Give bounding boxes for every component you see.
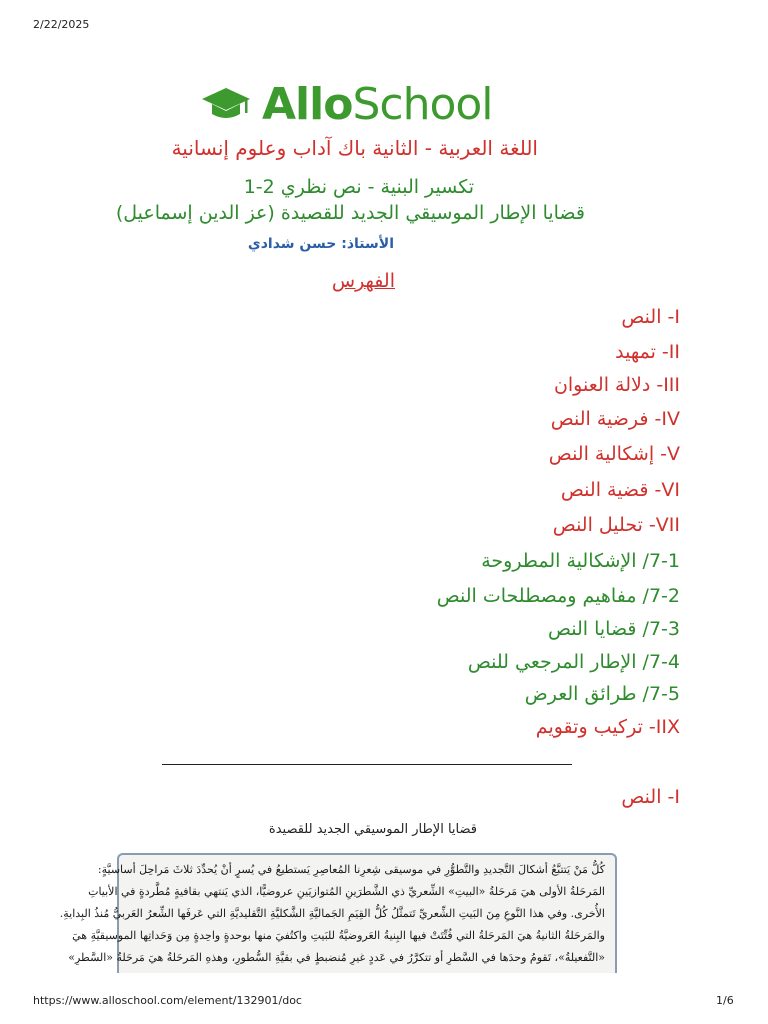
subject-heading: اللغة العربية - الثانية باك آداب وعلوم إنسانية bbox=[171, 136, 538, 160]
section-title: I- النص bbox=[621, 786, 680, 808]
scan-text-line: كُلُّ مَنْ يَتتبَّعُ أشكالَ التَّجديدِ والتَّطوُّرِ في موسيقى شِعرِنا المُعاصِرِ يَستطيعُ في يُسرٍ أنْ يُحدِّدَ ثلاثَ مَراحِلَ أساسيَّةٍ: bbox=[97, 863, 605, 876]
section-divider bbox=[162, 764, 572, 765]
toc-item[interactable]: II- تمهيد bbox=[615, 341, 680, 363]
toc-subitem[interactable]: 7-2/ مفاهيم ومصطلحات النص bbox=[436, 585, 680, 607]
toc-subitem[interactable]: 7-4/ الإطار المرجعي للنص bbox=[467, 651, 680, 673]
scanned-text-image bbox=[59, 853, 617, 973]
scan-text-line: «التَّفعيلةُ»، تَقومُ وحدَها في السَّطرِ أو تتكرَّرُ في عَددٍ غيرِ مُنضبطٍ في بقيَّةِ السُّطورِ، وهذهِ المَرحَلةُ هيَ مَرحَلةُ «السَّطرِ» bbox=[68, 951, 605, 964]
scan-text-line: الأُخرى. وفي هذا النَّوعِ مِنَ البَيتِ الشِّعريِّ تَتمثَّلُ كُلُّ القِيَمِ الجَماليَّةِ الشَّكليَّةِ التَّقليديَّةِ التي عَرفَها الشِّعرُ العَربيُّ مُنذُ البِدايةِ. bbox=[59, 907, 605, 920]
teacher-name: الأستاذ: حسن شدادي bbox=[247, 236, 394, 252]
footer-url[interactable]: https://www.alloschool.com/element/132901/doc bbox=[33, 994, 302, 1007]
graduation-cap-icon bbox=[200, 84, 252, 124]
toc-item[interactable]: IIX- تركيب وتقويم bbox=[535, 716, 680, 738]
text-caption: قضايا الإطار الموسيقي الجديد للقصيدة bbox=[268, 822, 477, 837]
toc-item[interactable]: VII- تحليل النص bbox=[552, 514, 680, 536]
toc-item[interactable]: V- إشكالية النص bbox=[548, 443, 680, 465]
toc-subitem[interactable]: 7-3/ قضايا النص bbox=[547, 618, 680, 640]
logo-wordmark: AlloSchool bbox=[262, 78, 493, 130]
toc-subitem[interactable]: 7-5/ طرائق العرض bbox=[524, 683, 680, 705]
toc-subitem[interactable]: 7-1/ الإشكالية المطروحة bbox=[481, 550, 680, 572]
page-number: 1/6 bbox=[716, 994, 734, 1007]
lesson-title-line1: تكسير البنية - نص نظري 2-1 bbox=[243, 176, 474, 198]
lesson-title-line2: قضايا الإطار الموسيقي الجديد للقصيدة (عز الدين إسماعيل) bbox=[115, 202, 585, 224]
alloschool-logo[interactable] bbox=[200, 78, 520, 130]
toc-item[interactable]: VI- قضية النص bbox=[560, 479, 680, 501]
scan-text-line: والمَرحَلةُ الثانيةُ هيَ المَرحَلةُ التي فُتِّتَتْ فيها البِنيةُ العَروضيَّةُ للبَيتِ واكتُفيَ منها بوحدةٍ واحِدةٍ مِن وَحَداتِها الموسيقيَّةِ هيَ bbox=[72, 929, 605, 942]
print-date: 2/22/2025 bbox=[33, 18, 90, 31]
toc-item[interactable]: IV- فرضية النص bbox=[550, 408, 680, 430]
toc-item[interactable]: III- دلالة العنوان bbox=[553, 374, 680, 396]
scan-text-line: المَرحَلةُ الأولى هيَ مَرحَلةُ «البيتِ» الشِّعريِّ ذي الشَّطرَينِ المُتوازيَينِ عروضيًّا، الذي يَنتهي بقافيةٍ مُطَّردةٍ في الأبياتِ bbox=[88, 885, 605, 898]
toc-item[interactable]: I- النص bbox=[621, 306, 680, 328]
toc-title: الفهرس bbox=[331, 270, 395, 292]
